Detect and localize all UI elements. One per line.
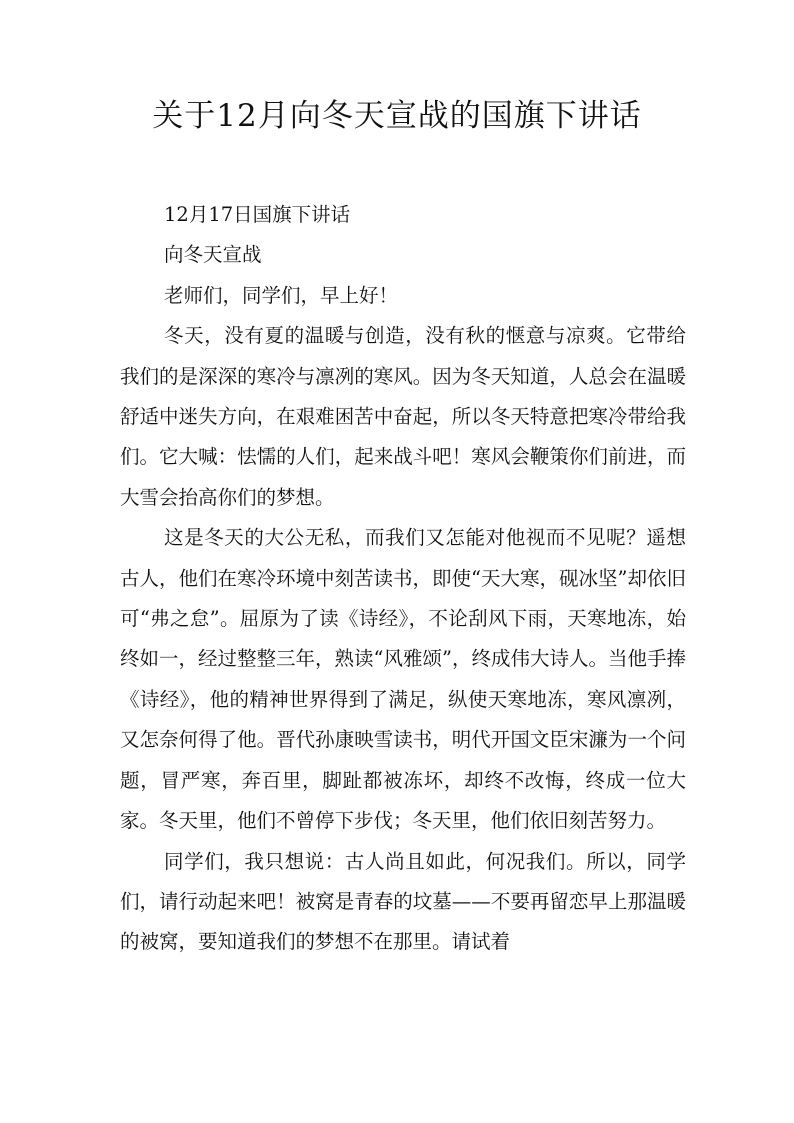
speech-subtitle: 向冬天宣战 xyxy=(164,243,262,267)
greeting-paragraph: 老师们，同学们，早上好！ xyxy=(164,283,399,307)
speech-date-line: 12月17日国旗下讲话 xyxy=(164,203,351,226)
body-paragraph: 同学们，我只想说：古人尚且如此，何况我们。所以，同学们，请行动起来吧！被窝是青春的坟墓——不要再留恋早上那温暖的被窝，要知道我们的梦想不在那里。请试着 xyxy=(120,849,686,954)
body-paragraph: 这是冬天的大公无私，而我们又怎能对他视而不见呢？遥想古人，他们在寒冷环境中刻苦读书，即使“天大寒，砚冰坚”却依旧可“弗之怠”。屈原为了读《诗经》，不论刮风下雨，天寒地冻，始终如一，经过整整三年，熟读“风雅颂”，终成伟大诗人。当他手捧《诗经》，他的精神世界得到了满足，纵使天寒地冻，寒风凛冽，又怎奈何得了他。晋代孙康映雪读书，明代开国文臣宋濂为一个问题，冒严寒，奔百里，脚趾都被冻坏，却终不改悔，终成一位大家。冬天里，他们不曾停下步伐；冬天里，他们依旧刻苦努力。 xyxy=(120,526,686,833)
document-body xyxy=(120,195,686,963)
body-paragraph: 冬天，没有夏的温暖与创造，没有秋的惬意与凉爽。它带给我们的是深深的寒冷与凛冽的寒风。因为冬天知道，人总会在温暖舒适中迷失方向，在艰难困苦中奋起，所以冬天特意把寒冷带给我们。它大喊：怯懦的人们，起来战斗吧！寒风会鞭策你们前进，而大雪会抬高你们的梦想。 xyxy=(120,324,686,509)
document-title: 关于12月向冬天宣战的国旗下讲话 xyxy=(152,98,642,134)
